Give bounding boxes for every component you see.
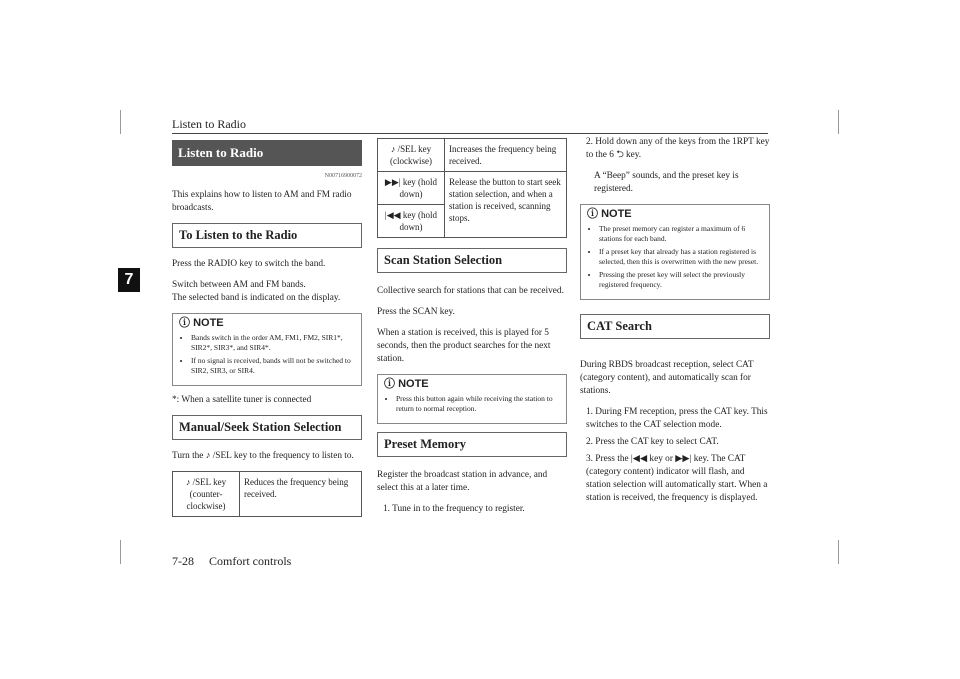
paragraph: Press the SCAN key. (377, 307, 455, 317)
page-number: 7-28 (172, 554, 194, 568)
subheading-scan: Scan Station Selection (377, 248, 567, 273)
subheading-to-listen: To Listen to the Radio (172, 223, 362, 248)
paragraph: When a station is received, this is played for 5 seconds, then the product searches for the next station. (377, 328, 551, 364)
step: 2. Hold down any of the keys from the 1RPT key to the 6 ⮌ key. (586, 137, 770, 160)
table-key: ♪ /SEL key (clockwise) (378, 139, 445, 172)
page-footer (172, 554, 291, 569)
note-box (377, 374, 567, 424)
table-row (173, 472, 362, 517)
doc-code: N00716900072 (324, 173, 362, 179)
step: 3. Press the |◀◀ key or ▶▶| key. The CAT (category content) indicator will flash, and station selection will automatically start. When a station is received, the frequency is displayed. (586, 454, 768, 503)
table-key: |◀◀ key (hold down) (378, 205, 445, 238)
crop-mark (838, 540, 839, 564)
paragraph: Turn the ♪ /SEL key to the frequency to listen to. (172, 451, 354, 461)
footnote: *: When a satellite tuner is connected (172, 395, 312, 405)
section-heading-listen: Listen to Radio (172, 140, 362, 166)
table-desc: Reduces the frequency being received. (240, 472, 362, 517)
chapter-tab: 7 (118, 268, 140, 292)
page-header-title: Listen to Radio (172, 117, 246, 131)
table-row (378, 172, 567, 205)
note-heading: ⓘ NOTE (384, 378, 429, 390)
step: 1. During FM reception, press the CAT key. This switches to the CAT selection mode. (586, 407, 768, 430)
subheading-manual-seek: Manual/Seek Station Selection (172, 415, 362, 440)
step: 1. Tune in to the frequency to register. (383, 504, 525, 514)
note-item: • If no signal is received, bands will not be switched to SIR2, SIR3, or SIR4. (191, 356, 355, 376)
note-item: • Bands switch in the order AM, FM1, FM2, SIR1*, SIR2*, SIR3*, and SIR4*. (191, 333, 355, 353)
table-desc: Increases the frequency being received. (445, 139, 567, 172)
note-item: • The preset memory can register a maximum of 6 stations for each band. (599, 224, 763, 244)
key-table (377, 138, 567, 238)
paragraph: During RBDS broadcast reception, select CAT (category content), and automatically scan for stations. (580, 360, 754, 396)
column-2 (377, 138, 567, 524)
table-key: ▶▶| key (hold down) (378, 172, 445, 205)
column-3 (580, 136, 770, 509)
section-name: Comfort controls (209, 554, 292, 568)
subheading-cat: CAT Search (580, 314, 770, 339)
step: 2. Press the CAT key to select CAT. (586, 437, 719, 447)
header-rule (172, 133, 768, 134)
paragraph: The selected band is indicated on the display. (172, 293, 341, 303)
crop-mark (838, 110, 839, 134)
paragraph: Switch between AM and FM bands. (172, 280, 306, 290)
crop-mark (120, 110, 121, 134)
note-item: • Press this button again while receiving the station to return to normal reception. (396, 394, 560, 414)
table-desc: Release the button to start seek station selection, and when a station is received, scanning stops. (445, 172, 567, 238)
note-item: • Pressing the preset key will select the previously registered frequency. (599, 270, 763, 290)
note-item: • If a preset key that already has a station registered is selected, then this is overwritten with the new preset. (599, 247, 763, 267)
paragraph: Collective search for stations that can be received. (377, 286, 564, 296)
paragraph: Register the broadcast station in advance, and select this at a later time. (377, 470, 548, 493)
table-key: ♪ /SEL key (counter-clockwise) (173, 472, 240, 517)
crop-mark (120, 540, 121, 564)
table-row (378, 139, 567, 172)
subheading-preset: Preset Memory (377, 432, 567, 457)
paragraph: Press the RADIO key to switch the band. (172, 259, 326, 269)
paragraph: A “Beep” sounds, and the preset key is registered. (594, 171, 739, 194)
note-heading: ⓘ NOTE (179, 317, 224, 329)
column-1 (172, 140, 362, 517)
key-table (172, 471, 362, 517)
note-heading: ⓘ NOTE (587, 208, 632, 220)
note-box (580, 204, 770, 300)
note-box (172, 313, 362, 386)
intro-text: This explains how to listen to AM and FM radio broadcasts. (172, 190, 352, 213)
